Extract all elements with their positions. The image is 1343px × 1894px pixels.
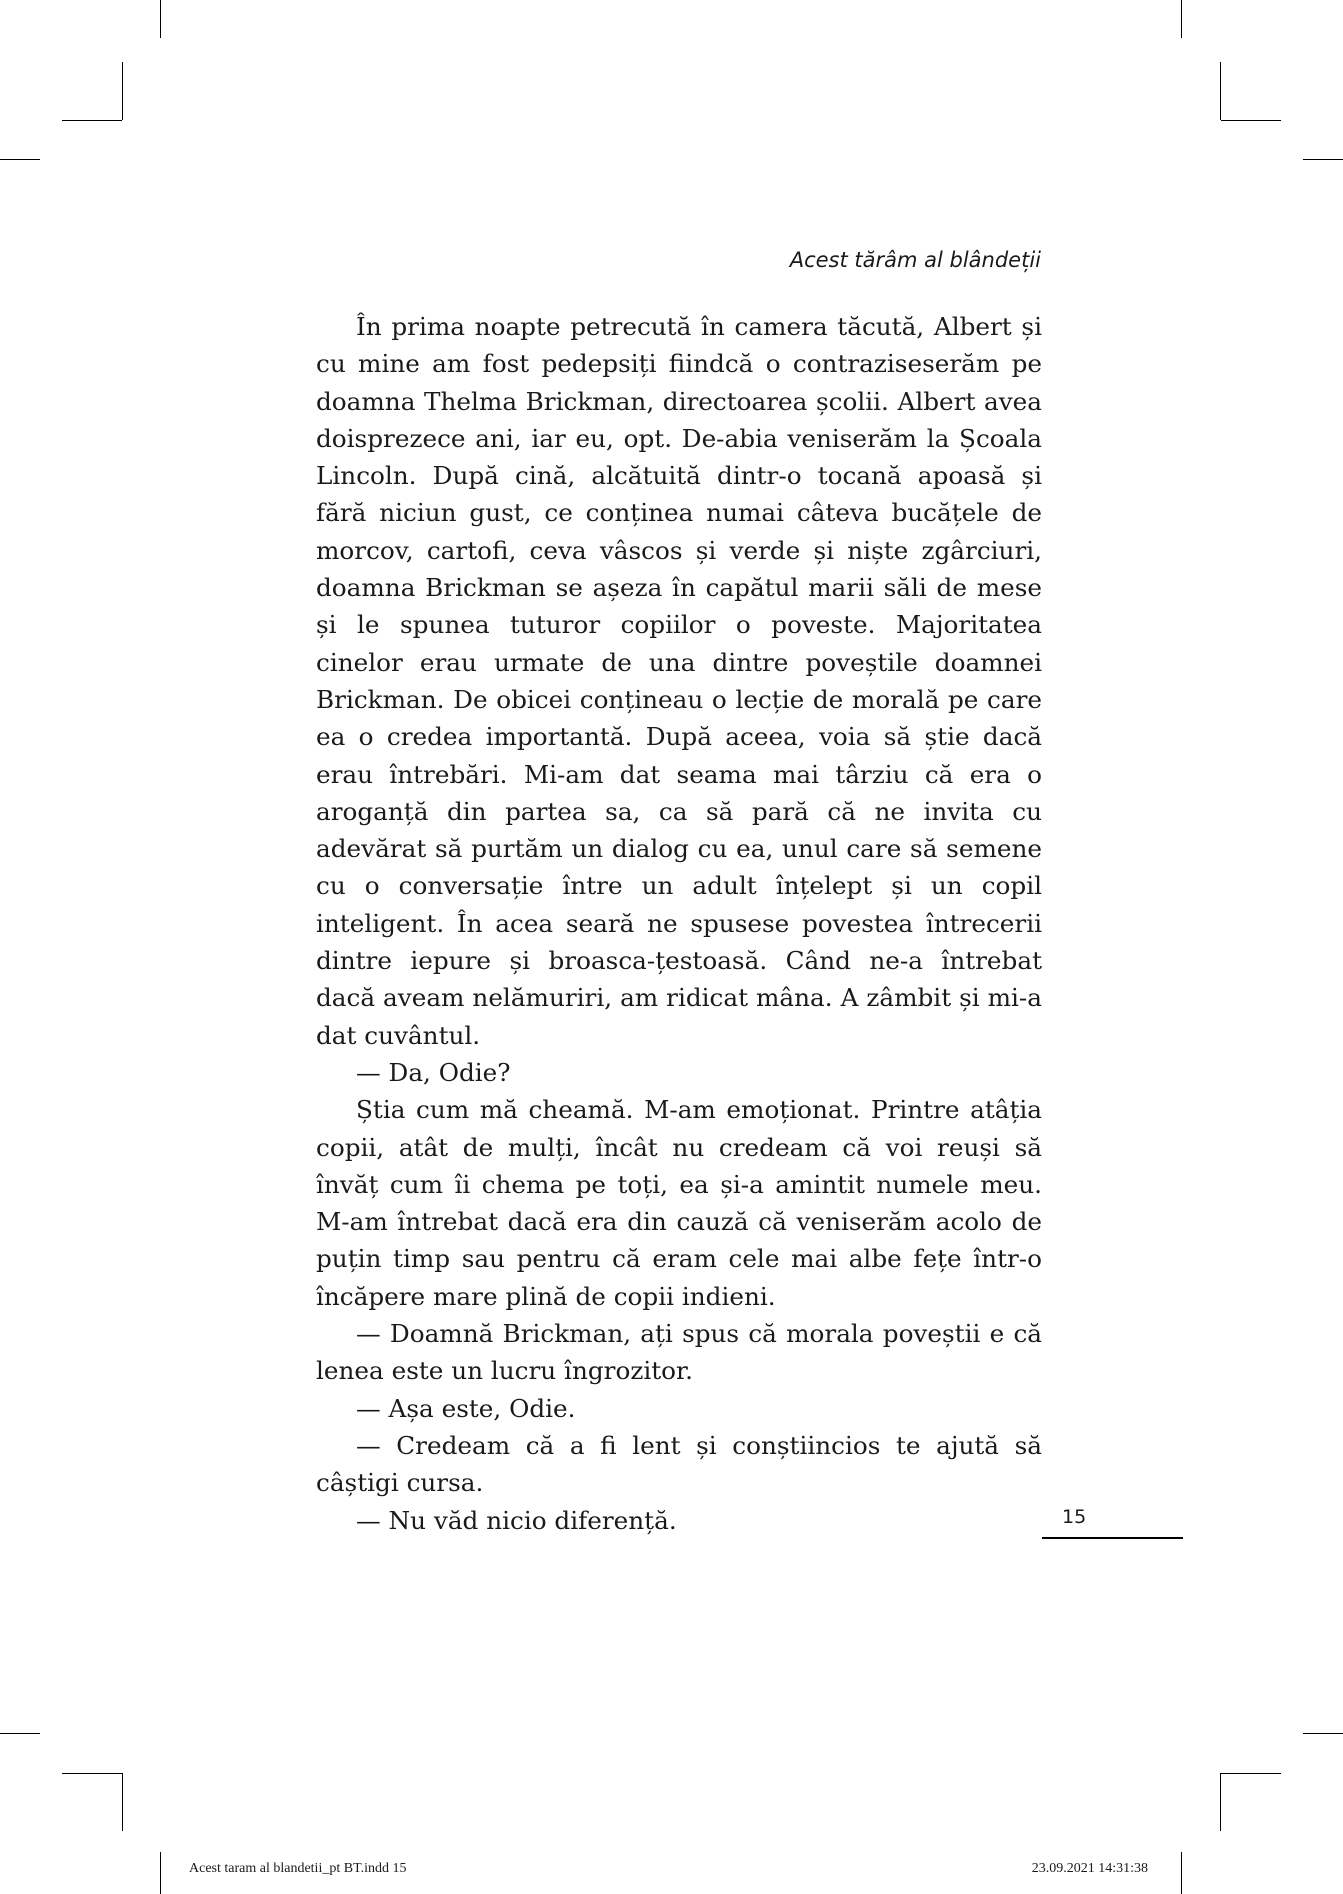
dialogue-line: — Nu văd nicio diferență. [356, 1505, 677, 1535]
crop-mark [1303, 1733, 1343, 1734]
page-number-rule [1042, 1537, 1183, 1539]
crop-mark [1181, 0, 1182, 38]
dialogue-line: — Doamnă Brickman, ați spus că morala poveștii e că lenea este un lucru îngrozitor. [316, 1319, 1042, 1386]
crop-mark [1221, 120, 1281, 121]
running-header: Acest tărâm al blândeții [789, 248, 1041, 272]
paragraph: În prima noapte petrecută în camera tăcută, Albert și cu mine am fost pedepsiți fiindcă o contraziseserăm pe doamna Thelma Brickman, directoarea școlii. Albert avea doisprezece ani, iar eu, opt. De-abia veniserăm la Școala Lincoln. După cină, alcătuită dintr-o tocană apoasă și fără niciun gust, ce conținea numai câteva bucățele de morcov, cartofi, ceva vâscos și verde și niște zgârciuri, doamna Brickman se așeza în capătul marii săli de mese și le spunea tuturor copiilor o poveste. Majoritatea cinelor erau urmate de una dintre poveștile doamnei Brickman. De obicei conțineau o lecție de morală pe care ea o credea importantă. După aceea, voia să știe dacă erau întrebări. Mi-am dat seama mai târziu că era o aroganță din partea sa, ca să pară că ne invita cu adevărat să purtăm un dialog cu ea, unul care să semene cu o conversație între un adult înțelept și un copil inteligent. În acea seară ne spusese povestea întrecerii dintre iepure și broasca-țestoasă. Când ne-a întrebat dacă aveam nelămuriri, am ridicat mâna. A zâmbit și mi-a dat cuvântul. [316, 312, 1042, 1050]
page-number: 15 [1062, 1506, 1087, 1528]
crop-mark [1303, 159, 1343, 160]
crop-mark [1181, 1852, 1182, 1894]
crop-mark [160, 0, 161, 38]
crop-mark [62, 120, 122, 121]
crop-mark [0, 1733, 40, 1734]
crop-mark [0, 159, 40, 160]
crop-mark [1220, 62, 1221, 120]
crop-mark [62, 1773, 122, 1774]
slug-file-name: Acest taram al blandetii_pt BT.indd 15 [189, 1861, 407, 1876]
slug-timestamp: 23.09.2021 14:31:38 [1031, 1861, 1148, 1876]
dialogue-line: — Da, Odie? [356, 1057, 511, 1087]
crop-mark [160, 1852, 161, 1894]
crop-mark [122, 62, 123, 120]
crop-mark [1221, 1773, 1281, 1774]
dialogue-line: — Așa este, Odie. [356, 1393, 576, 1423]
dialogue-line: — Credeam că a fi lent și conștiincios te ajută să câștigi cursa. [316, 1430, 1042, 1498]
crop-mark [1220, 1773, 1221, 1831]
crop-mark [122, 1773, 123, 1831]
paragraph: Știa cum mă cheamă. M-am emoționat. Printre atâția copii, atât de mulți, încât nu credeam că voi reuși să învăț cum îi chema pe toți, ea și-a amintit numele meu. M-am întrebat dacă era din cauză că veniserăm acolo de puțin timp sau pentru că eram cele mai albe fețe într-o încăpere mare plină de copii indieni. [316, 1095, 1042, 1311]
body-text [316, 308, 1042, 1539]
